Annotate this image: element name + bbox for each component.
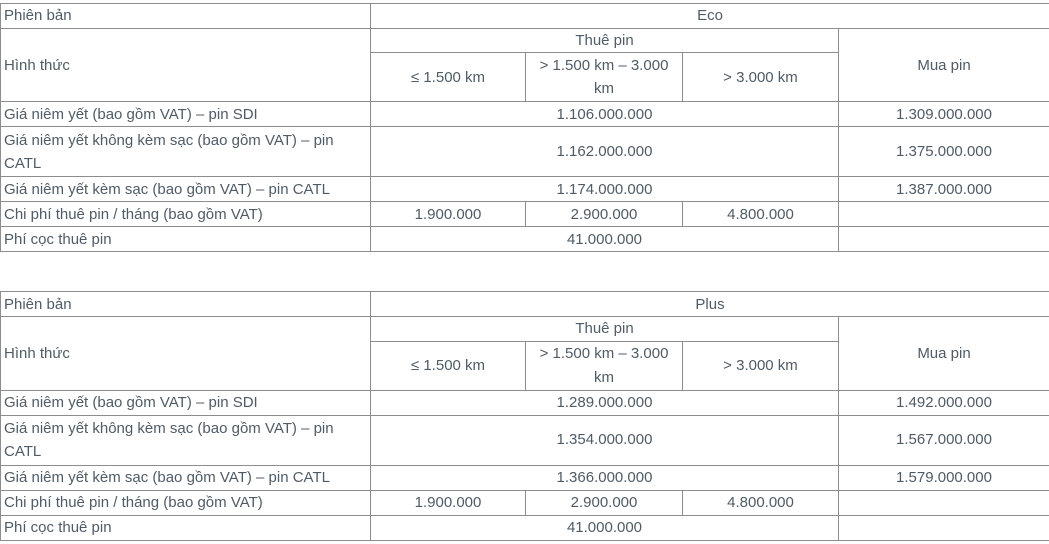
row-label-cell: Giá niêm yết kèm sạc (bao gồm VAT) – pin CATL (1, 465, 371, 490)
version-label-cell: Phiên bản (1, 4, 371, 29)
rent-price-cell: 1.289.000.000 (371, 390, 839, 415)
rent-header-cell: Thuê pin (371, 29, 839, 53)
table-row (1, 317, 1049, 341)
version-value-cell: Eco (371, 4, 1049, 29)
monthly-tier-3-cell: 4.800.000 (683, 202, 839, 227)
pricing-table-eco (0, 3, 1049, 252)
monthly-tier-1-cell: 1.900.000 (371, 490, 526, 515)
tier-1-header-cell: ≤ 1.500 km (371, 341, 526, 390)
table-row (1, 4, 1049, 29)
monthly-tier-2-cell: 2.900.000 (526, 490, 683, 515)
rent-price-cell: 1.174.000.000 (371, 177, 839, 202)
row-label-cell: Giá niêm yết (bao gồm VAT) – pin SDI (1, 102, 371, 127)
rent-header-cell: Thuê pin (371, 317, 839, 341)
table-row (1, 127, 1049, 177)
table-row (1, 202, 1049, 227)
monthly-tier-3-cell: 4.800.000 (683, 490, 839, 515)
row-label-cell: Giá niêm yết không kèm sạc (bao gồm VAT) – pin CATL (1, 415, 371, 465)
buy-price-cell: 1.309.000.000 (839, 102, 1049, 127)
empty-cell (839, 490, 1049, 515)
deposit-value-cell: 41.000.000 (371, 515, 839, 540)
table-row (1, 102, 1049, 127)
version-label-cell: Phiên bản (1, 292, 371, 317)
form-label-cell: Hình thức (1, 317, 371, 390)
row-label-cell: Giá niêm yết kèm sạc (bao gồm VAT) – pin CATL (1, 177, 371, 202)
table-row (1, 515, 1049, 540)
empty-cell (839, 515, 1049, 540)
table-row (1, 390, 1049, 415)
monthly-tier-1-cell: 1.900.000 (371, 202, 526, 227)
empty-cell (839, 227, 1049, 252)
buy-price-cell: 1.492.000.000 (839, 390, 1049, 415)
buy-header-cell: Mua pin (839, 317, 1049, 390)
buy-price-cell: 1.387.000.000 (839, 177, 1049, 202)
row-label-cell: Giá niêm yết (bao gồm VAT) – pin SDI (1, 390, 371, 415)
rent-price-cell: 1.354.000.000 (371, 415, 839, 465)
rent-price-cell: 1.162.000.000 (371, 127, 839, 177)
form-label-cell: Hình thức (1, 29, 371, 102)
tier-1-header-cell: ≤ 1.500 km (371, 53, 526, 102)
tier-3-header-cell: > 3.000 km (683, 341, 839, 390)
rent-price-cell: 1.106.000.000 (371, 102, 839, 127)
table-row (1, 29, 1049, 53)
pricing-table-plus (0, 291, 1049, 540)
tier-3-header-cell: > 3.000 km (683, 53, 839, 102)
table-row (1, 490, 1049, 515)
table-row (1, 177, 1049, 202)
tier-2-header-cell: > 1.500 km – 3.000 km (526, 341, 683, 390)
row-label-cell: Giá niêm yết không kèm sạc (bao gồm VAT) – pin CATL (1, 127, 371, 177)
tier-2-header-cell: > 1.500 km – 3.000 km (526, 53, 683, 102)
deposit-value-cell: 41.000.000 (371, 227, 839, 252)
empty-cell (839, 202, 1049, 227)
deposit-label-cell: Phí cọc thuê pin (1, 515, 371, 540)
buy-price-cell: 1.567.000.000 (839, 415, 1049, 465)
version-value-cell: Plus (371, 292, 1049, 317)
monthly-label-cell: Chi phí thuê pin / tháng (bao gồm VAT) (1, 202, 371, 227)
table-row (1, 465, 1049, 490)
buy-price-cell: 1.375.000.000 (839, 127, 1049, 177)
buy-price-cell: 1.579.000.000 (839, 465, 1049, 490)
monthly-tier-2-cell: 2.900.000 (526, 202, 683, 227)
buy-header-cell: Mua pin (839, 29, 1049, 102)
table-row (1, 227, 1049, 252)
rent-price-cell: 1.366.000.000 (371, 465, 839, 490)
monthly-label-cell: Chi phí thuê pin / tháng (bao gồm VAT) (1, 490, 371, 515)
table-row (1, 415, 1049, 465)
deposit-label-cell: Phí cọc thuê pin (1, 227, 371, 252)
table-row (1, 292, 1049, 317)
